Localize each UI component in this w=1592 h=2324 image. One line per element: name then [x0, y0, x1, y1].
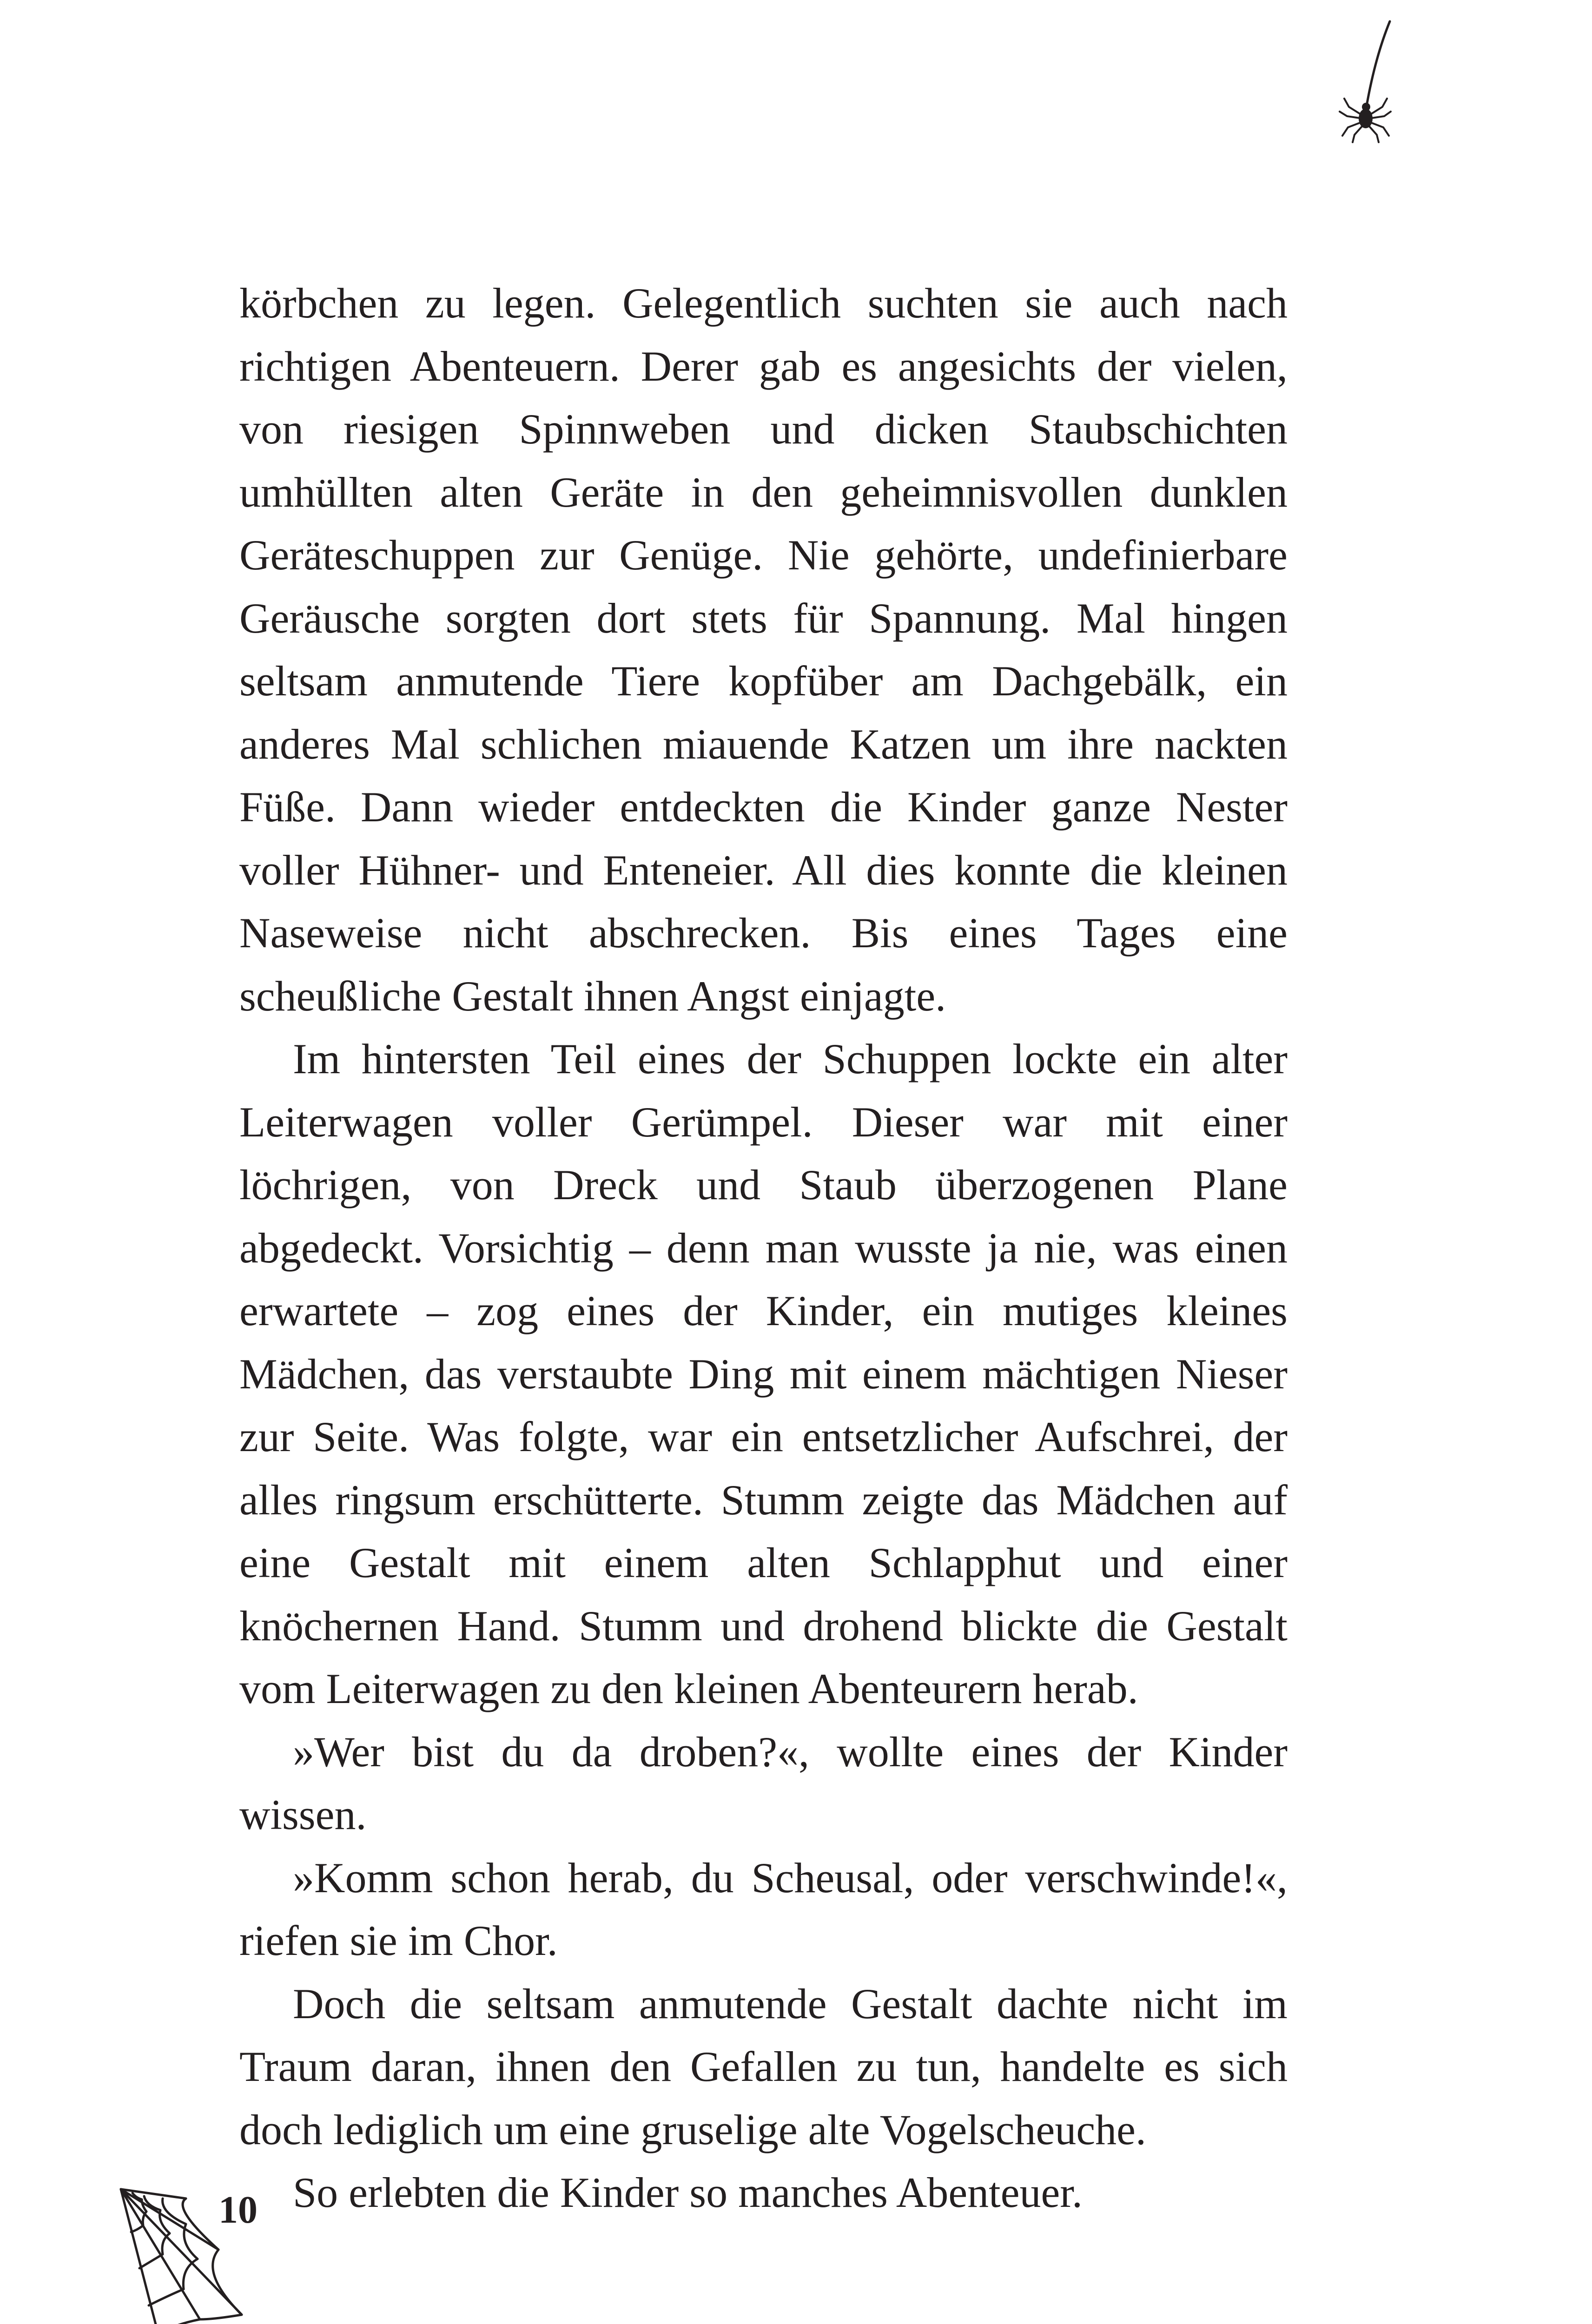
paragraph-2: Im hintersten Teil eines der Schuppen lockte ein alter Leiterwagen voller Gerümpel. Dieser war mit einer löchrigen, von Dreck und Staub überzogenen Plane abgedeckt. Vorsichtig – denn man wusste ja nie, was einen erwartete – zog eines der Kinder, ein mutiges kleines Mädchen, das verstaubte Ding mit einem mächtigen Nieser zur Seite. Was folgte, war ein entsetzlicher Aufschrei, der alles ringsum erschütterte. Stumm zeigte das Mädchen auf eine Gestalt mit einem alten Schlapphut und einer knöchernen Hand. Stumm und drohend blickte die Gestalt vom Leiterwagen zu den kleinen Abenteurern herab.: [239, 1035, 1288, 1712]
paragraph-3: »Wer bist du da droben?«, wollte eines der Kinder wissen.: [239, 1728, 1288, 1838]
body-text: [239, 272, 1288, 2225]
paragraph-6: So erlebten die Kinder so manches Abenteuer.: [293, 2169, 1083, 2216]
paragraph-4: »Komm schon herab, du Scheusal, oder verschwinde!«, riefen sie im Chor.: [239, 1854, 1288, 1964]
page-number: 10: [218, 2188, 258, 2232]
paragraph-5: Doch die seltsam anmutende Gestalt dachte nicht im Traum daran, ihnen den Gefallen zu tun, handelte es sich doch lediglich um eine gruselige alte Vogelscheuche.: [239, 1980, 1288, 2153]
paragraph-1: körbchen zu legen. Gelegentlich suchten sie auch nach richtigen Abenteuern. Derer gab es angesichts der vielen, von riesigen Spinnweben und dicken Staubschichten umhüllten alten Geräte in den geheimnisvollen dunklen Geräteschuppen zur Genüge. Nie gehörte, undefinierbare Geräusche sorgten dort stets für Spannung. Mal hingen seltsam anmutende Tiere kopfüber am Dachgebälk, ein anderes Mal schlichen miauende Katzen um ihre nackten Füße. Dann wieder entdeckten die Kinder ganze Nester voller Hühner- und Enteneier. All dies konnte die kleinen Naseweise nicht abschrecken. Bis eines Tages eine scheußliche Gestalt ihnen Angst einjagte.: [239, 279, 1288, 1020]
spider-icon: [1320, 19, 1404, 144]
